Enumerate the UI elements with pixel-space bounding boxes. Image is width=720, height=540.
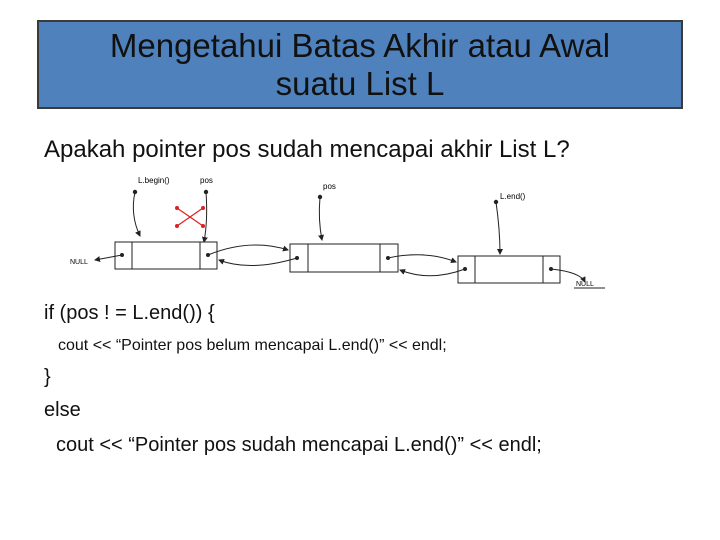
label-begin: L.begin() [138,176,170,185]
link-prev-3 [400,269,465,276]
slide-title [110,27,610,103]
pointer-end [494,200,500,254]
title-banner [37,20,683,109]
pointer-begin [133,190,140,236]
pointer-pos-mid [318,195,322,240]
code-line-cout-belum: cout << “Pointer pos belum mencapai L.end()” << endl; [58,337,447,354]
list-node-3 [458,256,560,283]
code-line-cout-sudah: cout << “Pointer pos sudah mencapai L.end()” << endl; [56,434,542,456]
question-text: Apakah pointer pos sudah mencapai akhir List L? [44,136,570,163]
link-next-1 [208,245,288,255]
list-node-1 [115,242,217,269]
label-pos-mid: pos [323,182,336,191]
link-prev-2 [219,258,297,266]
label-null-right: NULL [576,281,594,288]
code-line-if: if (pos ! = L.end()) { [44,302,215,324]
label-null-left: NULL [70,259,88,266]
cross-mark [175,206,205,228]
label-end: L.end() [500,192,526,201]
code-line-else: else [44,399,81,421]
title-line-2: suatu List L [275,64,445,102]
linked-list-diagram [60,170,620,300]
code-line-close-brace: } [44,366,51,388]
label-pos-left: pos [200,176,213,185]
pointer-pos-left [204,190,208,242]
list-node-2 [290,244,398,272]
title-line-1: Mengetahui Batas Akhir atau Awal [109,26,611,64]
